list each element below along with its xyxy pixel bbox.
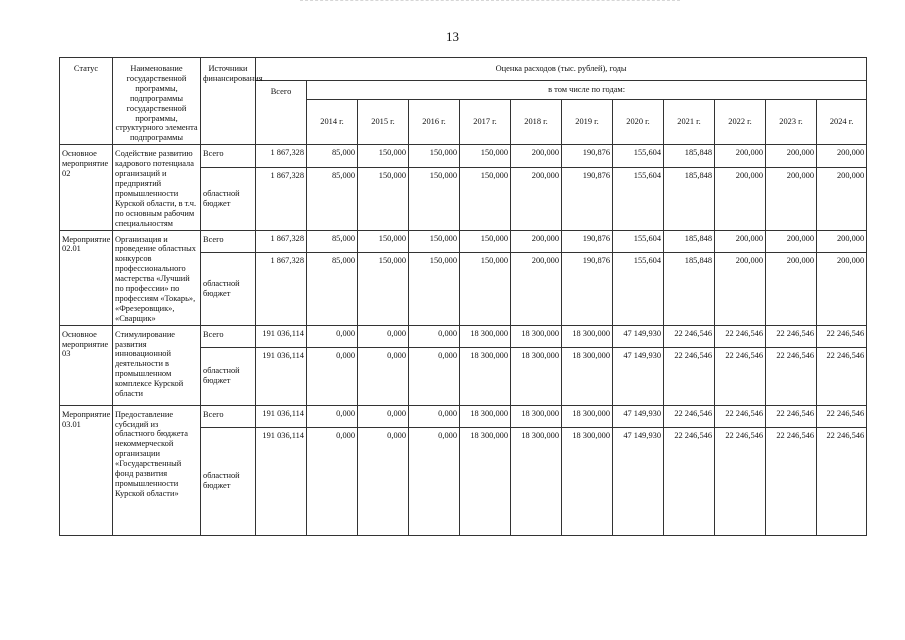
row-year-value: 155,604 <box>613 252 664 325</box>
header-year: 2016 г. <box>409 100 460 145</box>
row-year-value: 0,000 <box>307 347 358 405</box>
header-year: 2021 г. <box>664 100 715 145</box>
header-year: 2018 г. <box>511 100 562 145</box>
row-year-value: 185,848 <box>664 167 715 230</box>
row-year-value: 200,000 <box>817 145 867 167</box>
row-total: 1 867,328 <box>256 167 307 230</box>
row-year-value: 200,000 <box>817 252 867 325</box>
row-year-value: 22 246,546 <box>715 427 766 535</box>
row-year-value: 0,000 <box>358 427 409 535</box>
row-year-value: 155,604 <box>613 145 664 167</box>
row-year-value: 200,000 <box>766 145 817 167</box>
row-year-value: 18 300,000 <box>511 325 562 347</box>
row-year-value: 200,000 <box>715 167 766 230</box>
row-year-value: 18 300,000 <box>460 325 511 347</box>
row-year-value: 18 300,000 <box>460 347 511 405</box>
row-year-value: 47 149,930 <box>613 347 664 405</box>
row-year-value: 200,000 <box>715 145 766 167</box>
row-year-value: 150,000 <box>460 252 511 325</box>
row-year-value: 18 300,000 <box>511 405 562 427</box>
row-year-value: 22 246,546 <box>715 405 766 427</box>
row-total: 191 036,114 <box>256 405 307 427</box>
header-name: Наименование государственной программы, подпрограммы государственной программы, структурного элемента подпрограммы <box>113 58 201 145</box>
row-year-value: 0,000 <box>358 347 409 405</box>
row-year-value: 150,000 <box>358 252 409 325</box>
row-year-value: 200,000 <box>715 230 766 252</box>
row-year-value: 0,000 <box>307 427 358 535</box>
header-year: 2015 г. <box>358 100 409 145</box>
row-year-value: 150,000 <box>460 230 511 252</box>
row-year-value: 185,848 <box>664 230 715 252</box>
row-source: Всего <box>201 230 256 252</box>
row-year-value: 18 300,000 <box>562 405 613 427</box>
row-total: 191 036,114 <box>256 347 307 405</box>
row-year-value: 200,000 <box>715 252 766 325</box>
header-year: 2023 г. <box>766 100 817 145</box>
row-source: Всего <box>201 405 256 427</box>
row-year-value: 18 300,000 <box>562 427 613 535</box>
table-row <box>60 230 867 252</box>
row-year-value: 85,000 <box>307 145 358 167</box>
row-year-value: 18 300,000 <box>562 325 613 347</box>
row-year-value: 18 300,000 <box>460 405 511 427</box>
row-year-value: 0,000 <box>409 405 460 427</box>
row-year-value: 200,000 <box>766 252 817 325</box>
row-year-value: 200,000 <box>511 230 562 252</box>
row-year-value: 185,848 <box>664 145 715 167</box>
row-year-value: 150,000 <box>358 230 409 252</box>
row-year-value: 22 246,546 <box>664 347 715 405</box>
row-source: Всего <box>201 145 256 167</box>
row-year-value: 22 246,546 <box>766 347 817 405</box>
row-year-value: 47 149,930 <box>613 427 664 535</box>
row-year-value: 0,000 <box>307 405 358 427</box>
row-name: Предоставление субсидий из областного бюджета некоммерческой организации «Государственный фонд развития промышленности Курской области» <box>113 405 201 535</box>
row-year-value: 0,000 <box>358 325 409 347</box>
row-year-value: 22 246,546 <box>766 325 817 347</box>
row-year-value: 22 246,546 <box>664 405 715 427</box>
row-year-value: 200,000 <box>817 167 867 230</box>
row-year-value: 150,000 <box>409 167 460 230</box>
header-sources: Источники финансирования <box>201 58 256 145</box>
row-year-value: 22 246,546 <box>817 325 867 347</box>
row-year-value: 18 300,000 <box>511 427 562 535</box>
row-name: Организация и проведение областных конкурсов профессионального мастерства «Лучший по профессии» по профессиям «Токарь», «Фрезеровщик», «Сварщик» <box>113 230 201 325</box>
row-source: областной бюджет <box>201 167 256 230</box>
header-year: 2020 г. <box>613 100 664 145</box>
row-year-value: 47 149,930 <box>613 405 664 427</box>
row-year-value: 22 246,546 <box>715 325 766 347</box>
row-year-value: 200,000 <box>511 167 562 230</box>
row-year-value: 190,876 <box>562 167 613 230</box>
header-total: Всего <box>256 81 307 145</box>
page-number: 13 <box>446 29 459 44</box>
row-status: Основное мероприятие 03 <box>60 325 113 405</box>
row-total: 191 036,114 <box>256 325 307 347</box>
row-year-value: 0,000 <box>409 347 460 405</box>
row-year-value: 150,000 <box>409 145 460 167</box>
row-year-value: 85,000 <box>307 230 358 252</box>
row-year-value: 200,000 <box>817 230 867 252</box>
row-status: Мероприятие 02.01 <box>60 230 113 325</box>
row-source: Всего <box>201 325 256 347</box>
row-year-value: 18 300,000 <box>562 347 613 405</box>
header-status: Статус <box>60 58 113 145</box>
row-year-value: 190,876 <box>562 252 613 325</box>
table-row <box>60 325 867 347</box>
row-status: Основное мероприятие 02 <box>60 145 113 230</box>
row-year-value: 150,000 <box>409 252 460 325</box>
row-year-value: 22 246,546 <box>817 427 867 535</box>
row-source: областной бюджет <box>201 347 256 405</box>
row-total: 191 036,114 <box>256 427 307 535</box>
row-year-value: 85,000 <box>307 167 358 230</box>
row-year-value: 22 246,546 <box>664 427 715 535</box>
row-year-value: 150,000 <box>358 167 409 230</box>
budget-table <box>59 57 867 536</box>
header-year: 2014 г. <box>307 100 358 145</box>
row-source: областной бюджет <box>201 427 256 535</box>
row-year-value: 155,604 <box>613 167 664 230</box>
row-source: областной бюджет <box>201 252 256 325</box>
header-year: 2017 г. <box>460 100 511 145</box>
row-year-value: 22 246,546 <box>766 427 817 535</box>
row-year-value: 22 246,546 <box>715 347 766 405</box>
scan-artifact-line <box>300 0 680 3</box>
row-year-value: 0,000 <box>409 325 460 347</box>
row-year-value: 22 246,546 <box>664 325 715 347</box>
header-year: 2022 г. <box>715 100 766 145</box>
row-year-value: 0,000 <box>358 405 409 427</box>
row-year-value: 185,848 <box>664 252 715 325</box>
row-year-value: 190,876 <box>562 145 613 167</box>
row-year-value: 150,000 <box>358 145 409 167</box>
row-year-value: 22 246,546 <box>766 405 817 427</box>
row-year-value: 18 300,000 <box>460 427 511 535</box>
row-year-value: 22 246,546 <box>817 405 867 427</box>
row-year-value: 200,000 <box>766 230 817 252</box>
row-year-value: 200,000 <box>766 167 817 230</box>
row-status: Мероприятие 03.01 <box>60 405 113 535</box>
header-estimate: Оценка расходов (тыс. рублей), годы <box>256 58 867 81</box>
row-year-value: 150,000 <box>409 230 460 252</box>
row-name: Содействие развитию кадрового потенциала организаций и предприятий промышленности Курской области, в т.ч. по основным рабочим специальностям <box>113 145 201 230</box>
row-name: Стимулирование развития инновационной деятельности в промышленном комплексе Курской области <box>113 325 201 405</box>
row-year-value: 0,000 <box>307 325 358 347</box>
table-row <box>60 145 867 167</box>
row-year-value: 85,000 <box>307 252 358 325</box>
table-row <box>60 405 867 427</box>
row-total: 1 867,328 <box>256 230 307 252</box>
row-year-value: 200,000 <box>511 252 562 325</box>
row-year-value: 47 149,930 <box>613 325 664 347</box>
row-year-value: 155,604 <box>613 230 664 252</box>
header-year: 2019 г. <box>562 100 613 145</box>
row-year-value: 200,000 <box>511 145 562 167</box>
row-year-value: 190,876 <box>562 230 613 252</box>
row-year-value: 18 300,000 <box>511 347 562 405</box>
header-including-years: в том числе по годам: <box>307 81 867 100</box>
row-year-value: 22 246,546 <box>817 347 867 405</box>
header-year: 2024 г. <box>817 100 867 145</box>
row-year-value: 0,000 <box>409 427 460 535</box>
row-total: 1 867,328 <box>256 252 307 325</box>
row-total: 1 867,328 <box>256 145 307 167</box>
row-year-value: 150,000 <box>460 145 511 167</box>
row-year-value: 150,000 <box>460 167 511 230</box>
